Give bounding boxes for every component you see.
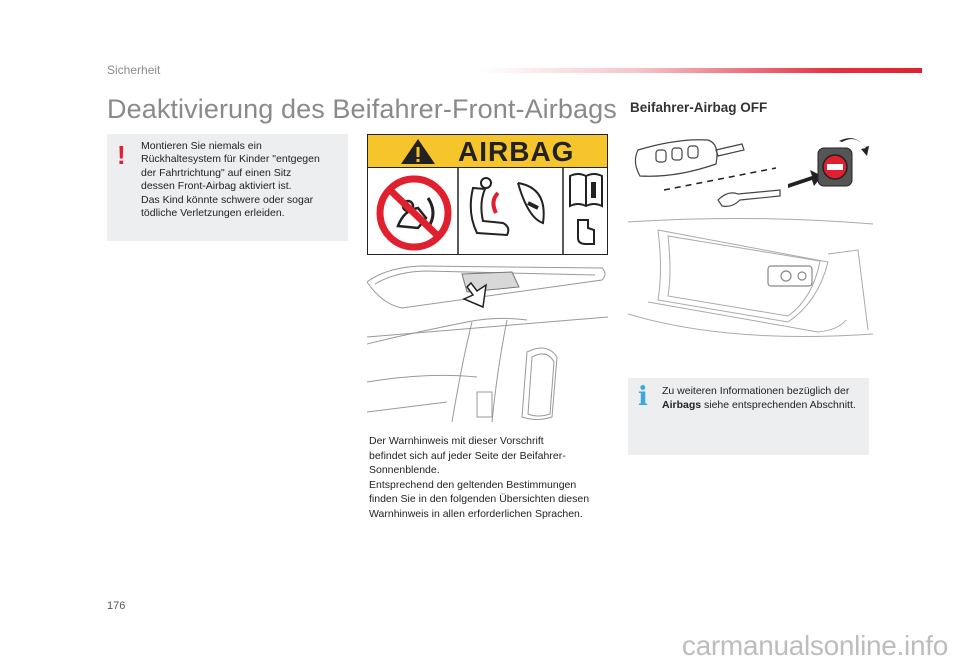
seat-airbag-icon	[471, 178, 544, 235]
key-switch-illustration	[628, 128, 873, 220]
warning-box	[107, 134, 348, 241]
airbag-warning-label	[367, 134, 608, 255]
warning-text: Montieren Sie niemals ein Rückhaltesystem für Kinder "entgegen der Fahrtrichtung" auf einen Sitz dessen Front-Airbag aktiviert ist. Das Kind könnte schwere oder sogar tödliche Verletzungen erleiden.	[141, 140, 320, 220]
watermark: carmanualsonline.info	[681, 630, 948, 661]
visor-caption: Der Warnhinweis mit dieser Vorschrift befindet sich auf jeder Seite der Beifahrer- Sonnenblende. Entsprechend den geltenden Bestimmungen finden Sie in den folgenden Übersichten diesen Warnhinweis in allen erforderlichen Sprachen.	[369, 435, 590, 520]
label-word: AIRBAG	[458, 136, 575, 167]
warning-triangle-icon	[398, 136, 438, 166]
page-number: 176	[107, 600, 126, 612]
insert-arrow-icon	[788, 170, 822, 188]
exclamation-icon: !	[117, 140, 126, 170]
label-pictograms	[368, 168, 606, 254]
section-subheading: Beifahrer-Airbag OFF	[630, 100, 768, 115]
sun-visor-illustration	[367, 262, 608, 422]
glove-box-illustration	[628, 214, 873, 339]
section-label: Sicherheit	[107, 63, 161, 77]
info-icon: i	[638, 382, 648, 412]
no-rear-facing-seat-icon	[380, 179, 448, 247]
page-title: Deaktivierung des Beifahrer-Front-Airbags	[107, 94, 617, 124]
info-text: Zu weiteren Informationen bezüglich der Airbags siehe entsprechenden Abschnitt.	[662, 385, 856, 412]
airbag-switch	[818, 148, 852, 186]
header-accent-bar	[480, 68, 922, 73]
label-header	[368, 135, 607, 168]
info-box	[628, 378, 869, 455]
manual-book-icon	[570, 174, 602, 244]
